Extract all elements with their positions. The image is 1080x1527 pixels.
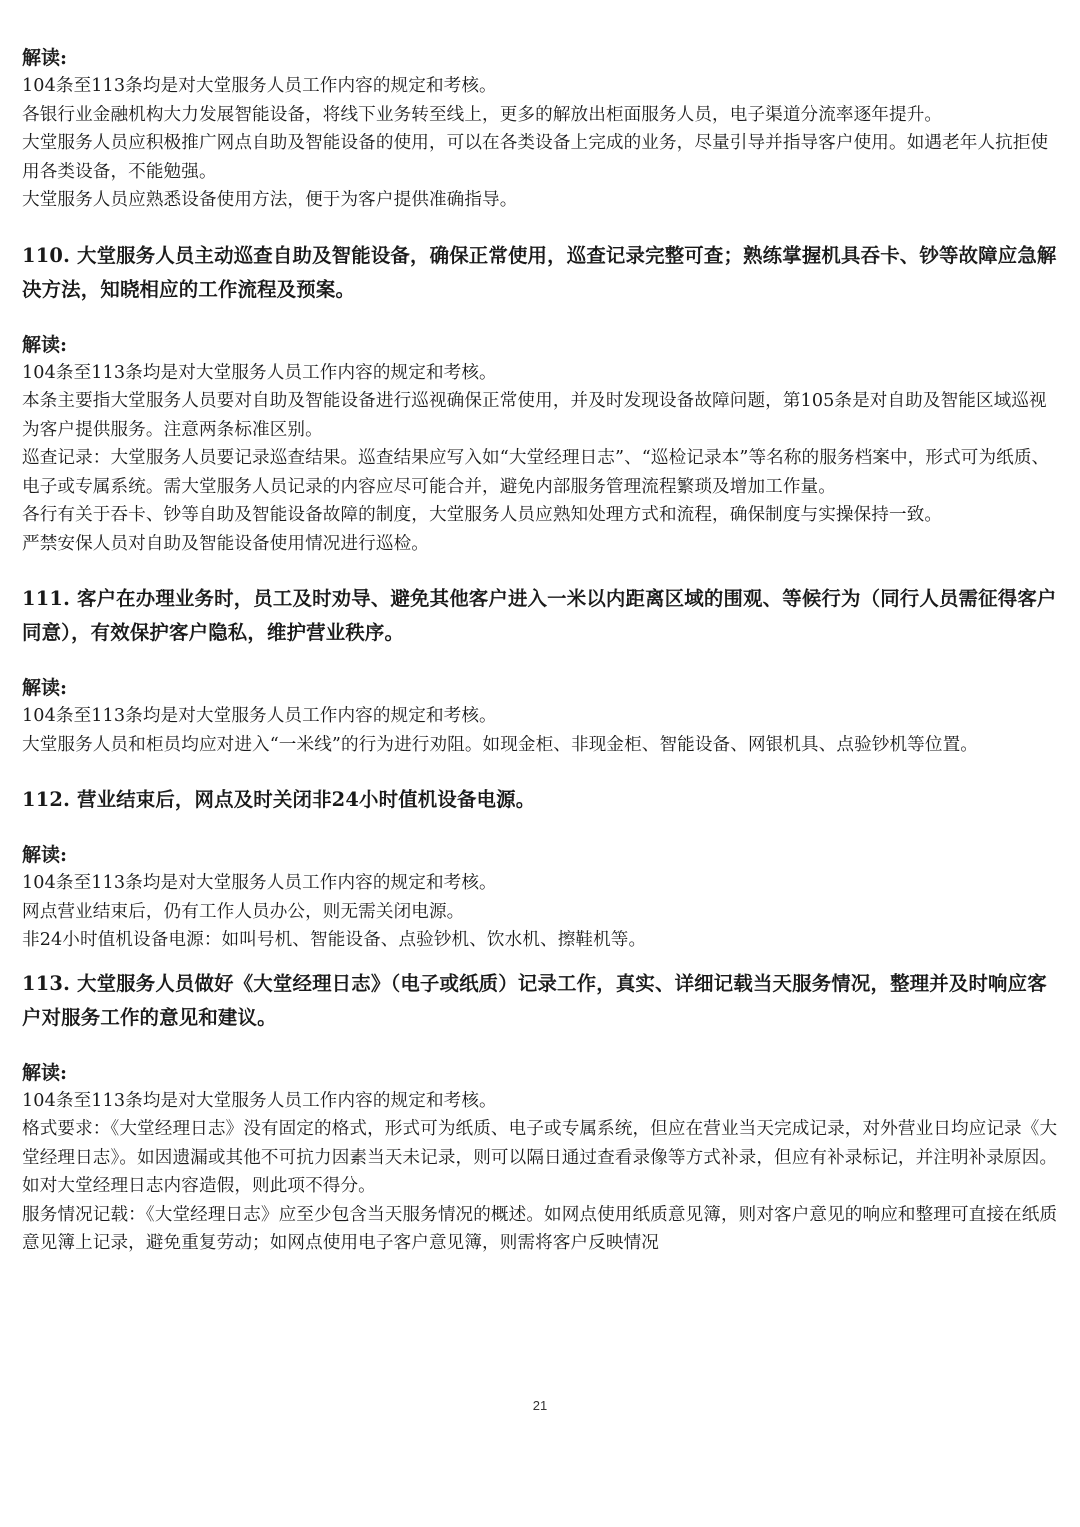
paragraph: 各行有关于吞卡、钞等自助及智能设备故障的制度，大堂服务人员应熟知处理方式和流程，确保制度与实操保持一致。 (22, 505, 943, 525)
paragraph: 格式要求：《大堂经理日志》没有固定的格式，形式可为纸质、电子或专属系统，但应在营业当天完成记录，对外营业日均应记录《大堂经理日志》。如因遗漏或其他不可抗力因素当天未记录，则可以隔日通过查看录像等方式补录，但应有补录标记，并注明补录原因。如对大堂经理日志内容造假，则此项不得分。 (22, 1119, 1058, 1196)
paragraph: 各银行业金融机构大力发展智能设备，将线下业务转至线上，更多的解放出柜面服务人员，电子渠道分流率逐年提升。 (22, 104, 943, 125)
paragraph: 本条主要指大堂服务人员要对自助及智能设备进行巡视确保正常使用，并及时发现设备故障问题，第105条是对自助及智能区域巡视为客户提供服务。注意两条标准区别。 (22, 391, 1047, 440)
interpretation-block (22, 841, 1058, 955)
paragraph: 非24小时值机设备电源：如叫号机、智能设备、点验钞机、饮水机、擦鞋机等。 (22, 930, 647, 950)
paragraph: 巡查记录：大堂服务人员要记录巡查结果。巡查结果应写入如“大堂经理日志”、“巡检记录本”等名称的服务档案中，形式可为纸质、电子或专属系统。需大堂服务人员记录的内容应尽可能合并，避免内部服务管理流程繁琐及增加工作量。 (22, 448, 1050, 497)
interpretation-label: 解读: (22, 1061, 68, 1084)
interpretation-label: 解读: (22, 844, 68, 866)
article-heading-111: 111. 客户在办理业务时，员工及时劝导、避免其他客户进入一米以内距离区域的围观、等候行为（同行人员需征得客户同意），有效保护客户隐私，维护营业秩序。 (22, 587, 1057, 644)
paragraph: 104条至113条均是对大堂服务人员工作内容的规定和考核。 (22, 706, 497, 726)
paragraph: 大堂服务人员应积极推广网点自助及智能设备的使用，可以在各类设备上完成的业务，尽量引导并指导客户使用。如遇老年人抗拒使用各类设备，不能勉强。 (22, 133, 1049, 182)
article-heading-113: 113. 大堂服务人员做好《大堂经理日志》（电子或纸质）记录工作，真实、详细记载当天服务情况，整理并及时响应客户对服务工作的意见和建议。 (22, 971, 1047, 1029)
paragraph: 104条至113条均是对大堂服务人员工作内容的规定和考核。 (22, 1090, 497, 1111)
paragraph: 大堂服务人员和柜员均应对进入“一米线”的行为进行劝阻。如现金柜、非现金柜、智能设备、网银机具、点验钞机等位置。 (22, 734, 978, 755)
article-heading-112: 112. 营业结束后，网点及时关闭非24小时值机设备电源。 (22, 788, 536, 811)
paragraph: 服务情况记载：《大堂经理日志》应至少包含当天服务情况的概述。如网点使用纸质意见簿，则对客户意见的响应和整理可直接在纸质意见簿上记录，避免重复劳动；如网点使用电子客户意见簿，则需将客户反映情况 (22, 1204, 1058, 1253)
paragraph: 网点营业结束后，仍有工作人员办公，则无需关闭电源。 (22, 901, 465, 922)
paragraph: 大堂服务人员应熟悉设备使用方法，便于为客户提供准确指导。 (22, 190, 518, 210)
page-content (22, 44, 1058, 1258)
article-heading-110: 110. 大堂服务人员主动巡查自助及智能设备，确保正常使用，巡查记录完整可查；熟练掌握机具吞卡、钞等故障应急解决方法，知晓相应的工作流程及预案。 (22, 243, 1057, 301)
interpretation-block (22, 674, 1058, 759)
interpretation-label: 解读: (22, 677, 68, 699)
interpretation-label: 解读: (22, 47, 68, 69)
page-number: 21 (532, 1398, 548, 1413)
interpretation-label: 解读: (22, 333, 68, 356)
interpretation-block (22, 44, 1058, 215)
paragraph: 104条至113条均是对大堂服务人员工作内容的规定和考核。 (22, 362, 497, 383)
interpretation-block (22, 331, 1058, 559)
paragraph: 严禁安保人员对自助及智能设备使用情况进行巡检。 (22, 533, 429, 554)
paragraph: 104条至113条均是对大堂服务人员工作内容的规定和考核。 (22, 76, 497, 96)
interpretation-block (22, 1059, 1058, 1258)
paragraph: 104条至113条均是对大堂服务人员工作内容的规定和考核。 (22, 873, 497, 893)
